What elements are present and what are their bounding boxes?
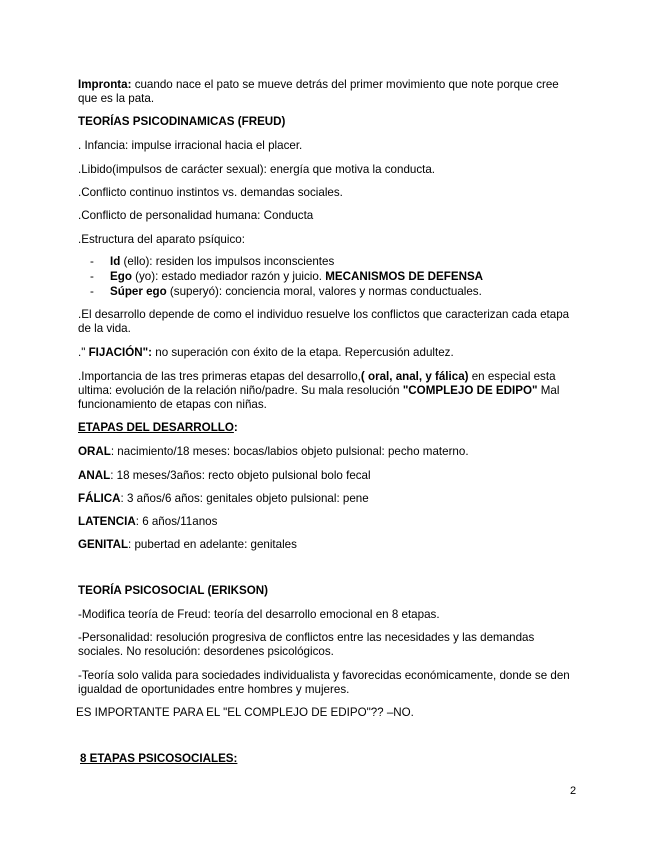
etapas-heading xyxy=(78,421,578,435)
list-item-ego xyxy=(90,270,570,284)
etapa-name: FÁLICA xyxy=(78,492,121,505)
freud-heading: TEORÍAS PSICODINAMICAS (FREUD) xyxy=(78,115,286,128)
etapa-latencia xyxy=(78,515,578,529)
question-line: ES IMPORTANTE PARA EL "EL COMPLEJO DE EDIPO"?? –NO. xyxy=(76,706,414,719)
infancia-line: . Infancia: impulse irracional hacia el placer. xyxy=(78,139,303,152)
impronta-text: cuando nace el pato se mueve detrás del primer movimiento que note porque cree xyxy=(131,78,559,91)
etapa-name: ORAL xyxy=(78,445,111,458)
list-item-id xyxy=(90,255,570,269)
etapas-title: ETAPAS DEL DESARROLLO xyxy=(78,421,234,434)
erikson-p2-line-1: -Personalidad: resolución progresiva de conflictos entre las necesidades y las demandas xyxy=(78,631,535,644)
fijacion-pre: ." xyxy=(78,346,89,359)
id-text: (ello): residen los impulsos inconscientes xyxy=(120,255,335,268)
fijacion-term: FIJACIÓN": xyxy=(88,346,153,359)
ego-bold: MECANISMOS DE DEFENSA xyxy=(325,270,484,283)
list-dash: - xyxy=(90,255,94,268)
list-dash: - xyxy=(90,270,94,283)
conflicto-line-1: .Conflicto continuo instintos vs. demandas sociales. xyxy=(78,186,343,199)
ego-term: Ego xyxy=(110,270,132,283)
erikson-p3-line-2: igualdad de oportunidades entre hombres y mujeres. xyxy=(78,683,350,696)
impronta-text-2: que es la pata. xyxy=(78,92,155,105)
impronta-paragraph xyxy=(78,78,578,106)
etapa-text: : 18 meses/3años: recto objeto pulsional bolo fecal xyxy=(110,469,371,482)
importancia-text-1: .Importancia de las tres primeras etapas del desarrollo, xyxy=(78,370,361,383)
etapa-oral xyxy=(78,445,578,459)
page-number: 2 xyxy=(570,785,577,797)
conflicto-line-2: .Conflicto de personalidad humana: Conducta xyxy=(78,209,314,222)
desarrollo-line-2: de la vida. xyxy=(78,322,131,335)
impronta-label: Impronta: xyxy=(78,78,132,91)
etapa-anal xyxy=(78,469,578,483)
desarrollo-line-1: .El desarrollo depende de como el individuo resuelve los conflictos que caracterizan cada etapa xyxy=(78,308,570,321)
erikson-paragraph-2 xyxy=(78,631,578,659)
ocho-etapas-heading: 8 ETAPAS PSICOSOCIALES: xyxy=(80,752,238,765)
libido-line: .Libido(impulsos de carácter sexual): energía que motiva la conducta. xyxy=(78,163,436,176)
importancia-text-2: en especial esta xyxy=(468,370,556,383)
etapa-text: : nacimiento/18 meses: bocas/labios objeto pulsional: pecho materno. xyxy=(110,445,469,458)
etapa-text: : 6 años/11anos xyxy=(135,515,218,528)
list-item-super-ego xyxy=(90,285,570,299)
id-term: Id xyxy=(110,255,121,268)
erikson-p2-line-2: sociales. No resolución: desordenes psicológicos. xyxy=(78,645,334,658)
etapa-falica xyxy=(78,492,578,506)
erikson-paragraph-1: -Modifica teoría de Freud: teoría del desarrollo emocional en 8 etapas. xyxy=(78,608,440,621)
etapa-text: : pubertad en adelante: genitales xyxy=(128,538,297,551)
estructura-line: .Estructura del aparato psíquico: xyxy=(78,233,245,246)
erikson-heading: TEORÍA PSICOSOCIAL (ERIKSON) xyxy=(78,584,269,597)
importancia-line-2a: ultima: evolución de la relación niño/padre. Su mala resolución xyxy=(78,384,403,397)
desarrollo-paragraph xyxy=(78,308,578,336)
erikson-p3-line-1: -Teoría solo valida para sociedades individualista y favorecidas económicamente, donde se den xyxy=(78,669,570,682)
importancia-bold-1: ( oral, anal, y fálica) xyxy=(360,370,469,383)
super-ego-text: (superyó): conciencia moral, valores y normas conductuales. xyxy=(166,285,482,298)
etapa-text: : 3 años/6 años: genitales objeto pulsional: pene xyxy=(120,492,369,505)
etapa-name: LATENCIA xyxy=(78,515,136,528)
fijacion-text: no superación con éxito de la etapa. Repercusión adultez. xyxy=(152,346,454,359)
erikson-paragraph-3 xyxy=(78,669,578,697)
list-dash: - xyxy=(90,285,94,298)
ego-text: (yo): estado mediador razón y juicio. xyxy=(131,270,326,283)
etapas-colon: : xyxy=(233,421,238,434)
etapa-name: GENITAL xyxy=(78,538,129,551)
fijacion-line xyxy=(78,346,578,360)
etapa-genital xyxy=(78,538,578,552)
importancia-paragraph xyxy=(78,370,578,412)
etapa-name: ANAL xyxy=(78,469,111,482)
super-ego-term: Súper ego xyxy=(110,285,167,298)
importancia-line-2b: Mal xyxy=(537,384,560,397)
importancia-bold-2: "COMPLEJO DE EDIPO" xyxy=(402,384,538,397)
importancia-line-3: funcionamiento de etapas con niñas. xyxy=(78,398,267,411)
